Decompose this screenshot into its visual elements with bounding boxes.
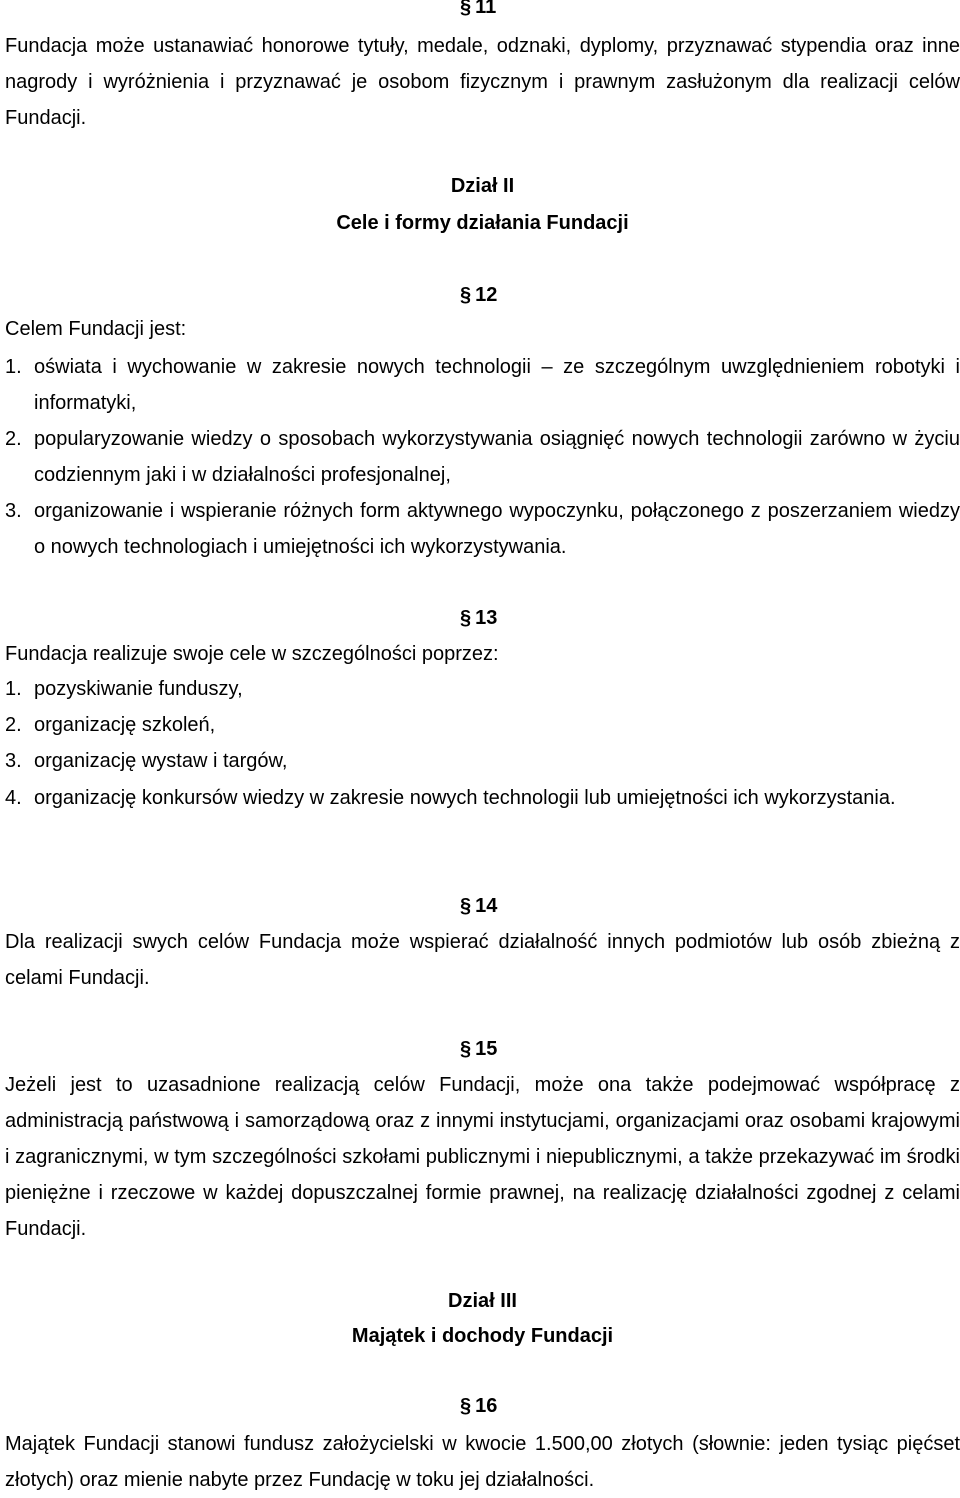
- section-number-value: 16: [475, 1395, 498, 1417]
- section-15-text: Jeżeli jest to uzasadnione realizacją celów Fundacji, może ona także podejmować współpracę z administracją państwową i samorządową oraz z innymi instytucjami, organizacjami oraz osobami krajowymi i zagranicznymi, w tym szczególności szkołami publicznymi i niepublicznymi, a także przekazywać im środki pieniężne i rzeczowe w każdej dopuszczalnej formie prawnej, na realizację działalności zgodnej z celami Fundacji.: [5, 1074, 960, 1240]
- list-item: [5, 671, 960, 707]
- list-item: [5, 743, 960, 779]
- dzial-2-subtitle: Cele i formy działania Fundacji: [336, 212, 629, 234]
- list-item-number: 1.: [5, 356, 22, 378]
- list-item-number: 2.: [5, 428, 22, 450]
- section-13-intro: Fundacja realizuje swoje cele w szczególności poprzez:: [5, 643, 499, 665]
- section-sign: §: [460, 0, 472, 18]
- list-item: [5, 349, 960, 421]
- section-number-value: 11: [475, 0, 497, 18]
- list-item-text: popularyzowanie wiedzy o sposobach wykorzystywania osiągnięć nowych technologii zarówno w życiu codziennym jaki i w działalności profesjonalnej,: [34, 428, 960, 486]
- dzial-2-title: Dział II: [450, 175, 515, 197]
- list-item-text: organizację wystaw i targów,: [34, 750, 288, 772]
- section-number-value: 15: [475, 1038, 498, 1060]
- list-item-number: 2.: [5, 714, 22, 736]
- section-13-number: [460, 607, 497, 630]
- section-sign: §: [460, 284, 472, 306]
- section-15-number: [460, 1038, 497, 1061]
- list-item-number: 3.: [5, 750, 22, 772]
- list-item: [5, 493, 960, 565]
- section-14-text: Dla realizacji swych celów Fundacja może wspierać działalność innych podmiotów lub osób zbieżną z celami Fundacji.: [5, 931, 960, 989]
- section-12-number: [460, 284, 497, 307]
- section-12-intro: Celem Fundacji jest:: [5, 318, 187, 340]
- section-number-value: 12: [475, 284, 498, 306]
- section-14-number: [460, 895, 497, 918]
- section-number-value: 13: [475, 607, 498, 629]
- list-item-number: 4.: [5, 787, 22, 809]
- section-number-value: 14: [475, 895, 498, 917]
- section-sign: §: [460, 607, 472, 629]
- dzial-3-subtitle: Majątek i dochody Fundacji: [351, 1325, 614, 1347]
- list-item-text: organizację szkoleń,: [34, 714, 216, 736]
- section-16-text: Majątek Fundacji stanowi fundusz założycielski w kwocie 1.500,00 złotych (słownie: jeden tysiąc pięćset złotych) oraz mienie nabyte przez Fundację w toku jej działalności.: [5, 1433, 960, 1491]
- list-item: [5, 421, 960, 493]
- list-item-number: 1.: [5, 678, 22, 700]
- list-item-text: pozyskiwanie funduszy,: [34, 678, 243, 700]
- section-sign: §: [460, 1038, 472, 1060]
- list-item-text: oświata i wychowanie w zakresie nowych technologii – ze szczególnym uwzględnieniem robotyki i informatyki,: [34, 356, 960, 414]
- section-11-text: Fundacja może ustanawiać honorowe tytuły, medale, odznaki, dyplomy, przyznawać stypendia oraz inne nagrody i wyróżnienia i przyznawać je osobom fizycznym i prawnym zasłużonym dla realizacji celów Fundacji.: [5, 35, 960, 129]
- section-11-number: [460, 0, 496, 19]
- list-item: [5, 707, 960, 743]
- list-item-text: organizację konkursów wiedzy w zakresie nowych technologii lub umiejętności ich wykorzystania.: [34, 787, 896, 809]
- list-item: [5, 780, 960, 816]
- list-item-number: 3.: [5, 500, 22, 522]
- section-16-number: [460, 1395, 497, 1418]
- section-sign: §: [460, 1395, 472, 1417]
- section-sign: §: [460, 895, 472, 917]
- list-item-text: organizowanie i wspieranie różnych form aktywnego wypoczynku, połączonego z poszerzaniem wiedzy o nowych technologiach i umiejętności ich wykorzystywania.: [34, 500, 960, 558]
- dzial-3-title: Dział III: [448, 1290, 517, 1312]
